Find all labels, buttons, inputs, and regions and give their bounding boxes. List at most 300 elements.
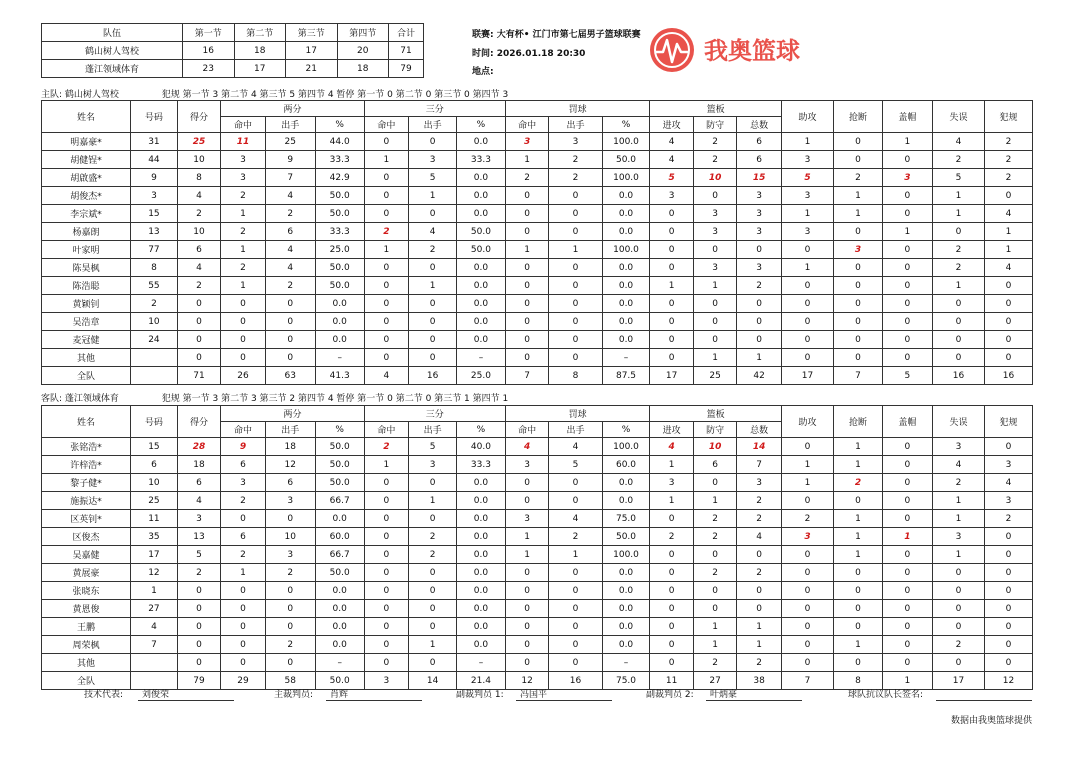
stat-cell: 0 [834,331,883,349]
stat-cell: 0 [781,349,833,367]
stat-cell: 1 [549,546,602,564]
player-row [42,600,1033,618]
stat-cell: 0.0 [456,600,505,618]
stat-cell: 6 [221,456,266,474]
col-subheader: 命中 [221,422,266,438]
stat-cell: 2 [693,151,736,169]
stat-cell: 9 [265,151,315,169]
stat-cell: 0 [985,349,1033,367]
stat-cell: 60.0 [602,456,650,474]
stat-cell: 0 [409,133,457,151]
stat-cell: 50.0 [456,241,505,259]
stat-cell: 1 [737,636,782,654]
stat-cell: 0 [985,295,1033,313]
stat-cell: 63 [265,367,315,385]
stat-cell: 2 [505,169,548,187]
stat-cell: 0.0 [456,546,505,564]
player-row [42,546,1033,564]
stat-cell: 27 [693,672,736,690]
stat-cell: 9 [131,169,178,187]
stat-cell: 0 [882,546,932,564]
stat-cell: 0.0 [456,564,505,582]
stat-cell: 0 [221,600,266,618]
stat-cell: 4 [737,528,782,546]
col-subheader: % [315,117,364,133]
stat-cell: 0 [409,331,457,349]
stat-cell: 0.0 [602,600,650,618]
stat-cell: 0 [505,349,548,367]
stat-cell: 1 [409,277,457,295]
stat-cell: 100.0 [602,438,650,456]
stat-cell: 0 [834,259,883,277]
col-subheader: 总数 [737,117,782,133]
stat-cell: 1 [834,456,883,474]
stat-cell: 0 [932,331,984,349]
row-label: 其他 [42,349,131,367]
stat-cell: 6 [737,133,782,151]
stat-cell: 0 [882,187,932,205]
stat-cell: 0 [882,618,932,636]
stat-cell: 1 [409,492,457,510]
stat-cell: 3 [549,133,602,151]
stat-cell: 0 [221,618,266,636]
col-subheader: 命中 [505,117,548,133]
summary-cell: 18 [234,42,286,60]
stat-cell: 0 [781,582,833,600]
stat-cell: 1 [505,546,548,564]
stat-cell: 0 [882,438,932,456]
stat-cell: 0 [882,492,932,510]
stat-cell: 1 [932,546,984,564]
stat-cell: 6 [177,241,220,259]
stat-cell: 0 [781,331,833,349]
stat-cell: 0 [221,313,266,331]
stat-cell: 0 [650,295,693,313]
stat-cell: 1 [409,636,457,654]
stat-cell: 0.0 [456,492,505,510]
stat-cell: 0 [693,187,736,205]
stat-cell: 2 [265,205,315,223]
stat-cell: 0 [834,600,883,618]
stat-cell: 0 [985,582,1033,600]
stat-cell: 3 [737,259,782,277]
stat-cell: 0 [882,582,932,600]
stat-cell: 4 [177,259,220,277]
stat-cell: 4 [265,259,315,277]
stat-cell: 7 [781,672,833,690]
stat-cell: 4 [932,456,984,474]
stat-cell: 9 [221,438,266,456]
stat-cell: 1 [834,510,883,528]
stat-cell: 0 [985,528,1033,546]
stat-cell: 0 [985,438,1033,456]
player-name: 麦冠健 [42,331,131,349]
stat-cell: 0 [693,295,736,313]
stat-cell: 25.0 [456,367,505,385]
stat-cell: 0 [693,600,736,618]
stat-cell: 4 [549,438,602,456]
stat-cell: 0 [177,313,220,331]
stat-cell: 12 [505,672,548,690]
col-header-number: 号码 [131,406,178,438]
stat-cell: 0 [409,618,457,636]
away-fouls-label: 犯规 第一节 3 第二节 3 第三节 2 第四节 4 暂停 第一节 0 第二节 0 第三节 1 第四节 1 [161,394,509,404]
stat-cell: 10 [693,438,736,456]
stat-cell: 1 [737,618,782,636]
player-row [42,636,1033,654]
stat-cell: 0 [737,331,782,349]
stat-cell: 1 [693,636,736,654]
stat-cell: 0 [882,205,932,223]
stat-cell: 42 [737,367,782,385]
stat-cell: 16 [932,367,984,385]
stat-cell: 0 [505,331,548,349]
col-header-steals: 抢断 [834,101,883,133]
stat-cell: 50.0 [315,205,364,223]
stat-cell: 1 [882,133,932,151]
stat-cell: 2 [985,151,1033,169]
stat-cell: 1 [834,205,883,223]
stat-cell: 0.0 [602,223,650,241]
stat-cell: 0.0 [456,277,505,295]
stat-cell: 0 [932,600,984,618]
row-label: 全队 [42,672,131,690]
stat-cell: 0 [549,259,602,277]
stat-cell: 0 [985,636,1033,654]
summary-header: 第四节 [337,24,389,42]
summary-cell: 79 [389,60,424,78]
stat-cell: 0 [781,636,833,654]
stat-cell: 3 [364,672,409,690]
summary-header: 第三节 [286,24,338,42]
stat-cell: 0 [693,313,736,331]
stat-cell: 0 [364,654,409,672]
stat-cell: 0 [650,564,693,582]
quarter-score-table [41,23,424,78]
stat-cell: 50.0 [602,528,650,546]
stat-cell: 50.0 [315,564,364,582]
stat-cell: 0 [177,654,220,672]
stat-cell: 0 [650,510,693,528]
stat-cell: 50.0 [315,474,364,492]
stat-cell: 3 [693,205,736,223]
stat-cell: 0 [549,223,602,241]
stat-cell: 0.0 [315,295,364,313]
stat-cell: 0 [650,331,693,349]
stat-cell: 25 [693,367,736,385]
stat-cell: 0 [882,259,932,277]
stat-cell: 10 [131,313,178,331]
stat-cell: 1 [131,582,178,600]
player-row [42,295,1033,313]
stat-cell: 6 [221,528,266,546]
stat-cell: 0 [650,618,693,636]
stat-cell: 4 [932,133,984,151]
stat-cell: 12 [265,456,315,474]
col-header-three-point: 三分 [364,101,505,117]
stat-cell: 8 [549,367,602,385]
stat-cell: 0 [177,349,220,367]
stat-cell: 44 [131,151,178,169]
stat-cell: 0 [737,295,782,313]
stat-cell: 6 [265,474,315,492]
stat-cell: 5 [650,169,693,187]
stat-cell: 0 [505,223,548,241]
stat-cell: 0 [650,241,693,259]
basketball-logo-icon [648,24,848,76]
stat-cell: 3 [505,133,548,151]
stat-cell: 0 [364,474,409,492]
protest-label: 球队抗议队长签名: [848,690,924,700]
stat-cell: 3 [737,187,782,205]
stat-cell: 0 [781,295,833,313]
stat-cell: 2 [693,133,736,151]
stat-cell: 0 [834,295,883,313]
stat-cell: 0 [505,205,548,223]
stat-cell: 0 [265,349,315,367]
stat-cell: 50.0 [602,151,650,169]
stat-cell: 79 [177,672,220,690]
player-row [42,241,1033,259]
stat-cell: 0 [882,510,932,528]
stat-cell: 0 [882,151,932,169]
stat-cell: 0.0 [315,636,364,654]
stat-cell: 1 [650,456,693,474]
stat-cell: 0 [985,564,1033,582]
stat-cell: 0 [265,654,315,672]
stat-cell: 1 [650,277,693,295]
player-row [42,474,1033,492]
stat-cell: 3 [781,151,833,169]
col-header-blocks: 盖帽 [882,406,932,438]
stat-cell: 0.0 [602,474,650,492]
stat-cell: 0 [882,636,932,654]
stat-cell: 0 [549,492,602,510]
stat-cell: 0 [549,349,602,367]
stat-cell: 3 [737,223,782,241]
stat-cell: 2 [650,528,693,546]
player-name: 区俊杰 [42,528,131,546]
stat-cell: 15 [131,205,178,223]
stat-cell: 0 [364,277,409,295]
stat-cell: 3 [781,187,833,205]
stat-cell: 0 [364,259,409,277]
stat-cell: 0 [409,349,457,367]
stat-cell: 0 [882,313,932,331]
stat-cell: 2 [221,259,266,277]
other-row [42,654,1033,672]
stat-cell: 60.0 [315,528,364,546]
stat-cell: 0 [932,618,984,636]
stat-cell: 0.0 [456,528,505,546]
stat-cell: 1 [221,241,266,259]
summary-cell: 17 [234,60,286,78]
player-row [42,564,1033,582]
stat-cell: 75.0 [602,510,650,528]
stat-cell: 1 [932,187,984,205]
referee-value: 肖辉 [326,687,422,701]
stat-cell: 0 [834,349,883,367]
stat-cell: 8 [177,169,220,187]
stat-cell: 0 [364,564,409,582]
stats-header-row [42,406,1033,422]
stat-cell: 5 [882,367,932,385]
stat-cell: 0 [364,295,409,313]
home-team-line [41,87,508,100]
stat-cell: 0 [985,654,1033,672]
logo-text: 我奥篮球 [704,37,800,65]
stat-cell: 0 [364,510,409,528]
player-row [42,151,1033,169]
col-subheader: 防守 [693,117,736,133]
stat-cell: 0 [781,241,833,259]
stat-cell: 0 [834,618,883,636]
stat-cell: 6 [693,456,736,474]
stat-cell: 17 [932,672,984,690]
stat-cell: 0 [650,205,693,223]
player-name: 明嘉豪* [42,133,131,151]
stat-cell: 2 [177,277,220,295]
stat-cell: 0 [781,654,833,672]
summary-cell: 鹤山树人驾校 [42,42,183,60]
stat-cell: 6 [131,456,178,474]
stat-cell: 0 [693,241,736,259]
stat-cell: 2 [409,546,457,564]
col-subheader: 防守 [693,422,736,438]
stat-cell: 58 [265,672,315,690]
stat-cell: 0 [364,600,409,618]
stat-cell: 0 [834,277,883,295]
summary-header: 合计 [389,24,424,42]
stat-cell: 0 [781,564,833,582]
stat-cell [131,367,178,385]
stat-cell: 3 [737,205,782,223]
stat-cell: 0.0 [456,169,505,187]
col-subheader: % [456,117,505,133]
stat-cell: 0 [265,510,315,528]
col-header-blocks: 盖帽 [882,101,932,133]
team-total-row [42,367,1033,385]
stat-cell: 17 [650,367,693,385]
col-header-number: 号码 [131,101,178,133]
stat-cell: 0 [364,618,409,636]
stat-cell: 3 [781,223,833,241]
stat-cell: 1 [693,492,736,510]
stat-cell: 2 [409,241,457,259]
player-row [42,618,1033,636]
stat-cell: 0 [364,582,409,600]
stat-cell: 0 [265,295,315,313]
stat-cell: 0 [549,187,602,205]
stat-cell: 0 [882,564,932,582]
player-row [42,259,1033,277]
stat-cell: 0.0 [315,510,364,528]
stat-cell: 0 [505,474,548,492]
stat-cell: 0.0 [456,313,505,331]
stat-cell: 3 [882,169,932,187]
stat-cell: 0 [364,528,409,546]
stat-cell: 0.0 [602,331,650,349]
stat-cell: 13 [131,223,178,241]
col-header-fouls: 犯规 [985,406,1033,438]
stat-cell: 0 [505,259,548,277]
summary-cell: 23 [183,60,235,78]
stat-cell: 0 [693,474,736,492]
stat-cell: 0 [505,582,548,600]
stat-cell: 33.3 [456,151,505,169]
stat-cell: 4 [650,438,693,456]
stat-cell: 10 [177,151,220,169]
stat-cell: 17 [781,367,833,385]
stat-cell: 3 [221,151,266,169]
stat-cell: 0 [505,313,548,331]
stat-cell: 0.0 [315,618,364,636]
stat-cell: 0 [221,582,266,600]
stat-cell: 0 [834,151,883,169]
stat-cell: 0 [221,654,266,672]
stat-cell: 50.0 [456,223,505,241]
stat-cell: – [602,654,650,672]
stat-cell: 1 [549,241,602,259]
stat-cell: 1 [932,510,984,528]
stat-cell: 0 [409,295,457,313]
player-name: 许梓浩* [42,456,131,474]
stat-cell: 0 [834,654,883,672]
stat-cell: 5 [177,546,220,564]
stat-cell: 3 [737,474,782,492]
stat-cell: 0 [834,223,883,241]
stat-cell: 2 [737,564,782,582]
stat-cell: 1 [650,492,693,510]
asst2-label: 副裁判员 2: [646,690,694,700]
stat-cell: 3 [221,169,266,187]
home-fouls-label: 犯规 第一节 3 第二节 4 第三节 5 第四节 4 暂停 第一节 0 第二节 0 第三节 0 第四节 3 [161,90,509,100]
stat-cell: 0.0 [602,582,650,600]
player-name: 李宗斌* [42,205,131,223]
stat-cell: 0 [781,277,833,295]
stat-cell: 2 [737,277,782,295]
player-row [42,492,1033,510]
col-header-points: 得分 [177,101,220,133]
stat-cell: 0.0 [456,331,505,349]
stat-cell: 2 [177,564,220,582]
stat-cell: 1 [834,546,883,564]
row-label: 其他 [42,654,131,672]
col-header-two-point: 两分 [221,101,364,117]
player-name: 周荣枫 [42,636,131,654]
stat-cell: 0 [834,313,883,331]
stat-cell: 0 [364,349,409,367]
stat-cell: 14 [737,438,782,456]
stat-cell: 3 [693,223,736,241]
stat-cell: 0 [265,331,315,349]
stat-cell: 2 [932,259,984,277]
stat-cell: 4 [265,187,315,205]
away-stats-table [41,405,1033,690]
stat-cell: 0.0 [602,205,650,223]
stat-cell: 3 [650,187,693,205]
player-name: 施振达* [42,492,131,510]
stat-cell: 24 [131,331,178,349]
stat-cell: 0 [549,618,602,636]
player-row [42,277,1033,295]
col-header-rebounds: 篮板 [650,101,781,117]
player-row [42,205,1033,223]
stat-cell: 1 [834,187,883,205]
col-subheader: 命中 [505,422,548,438]
stat-cell: 0 [932,564,984,582]
stat-cell: 2 [177,205,220,223]
